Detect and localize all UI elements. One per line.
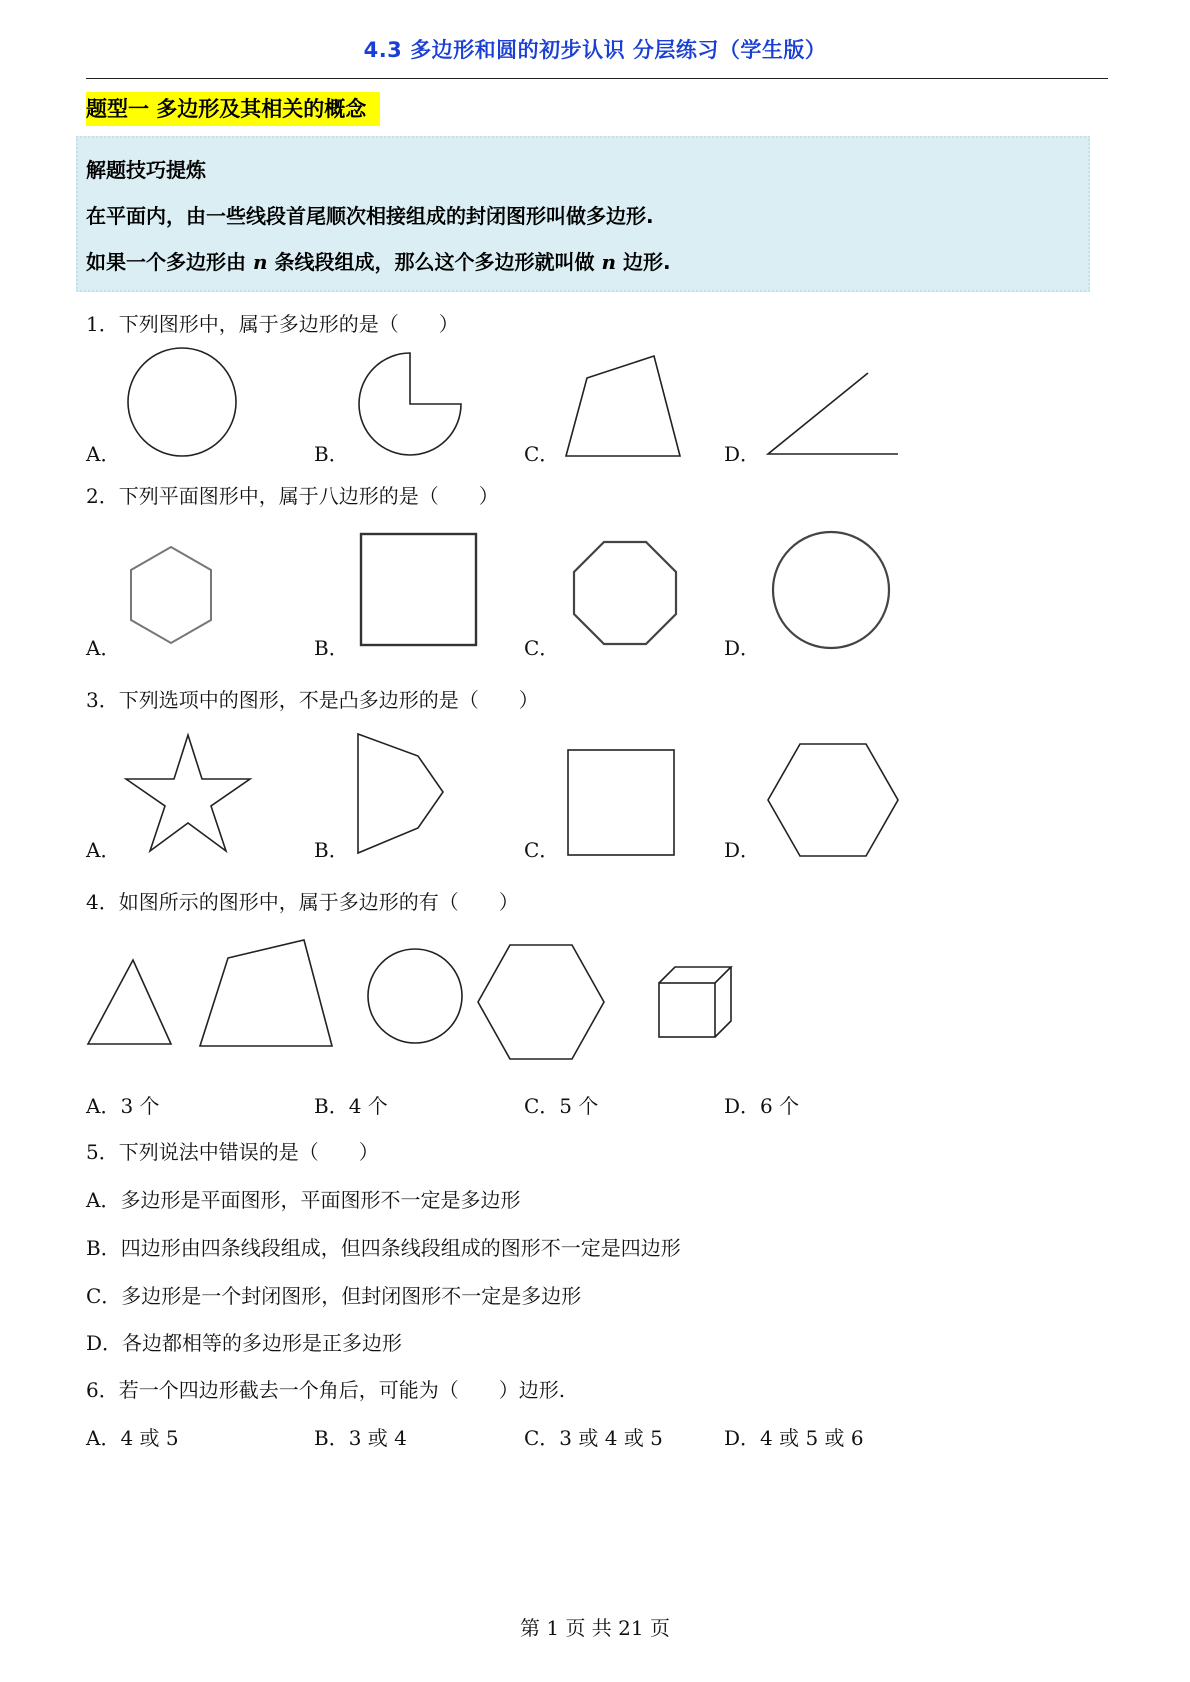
- question-4-option-b: B．4 个: [314, 1094, 388, 1118]
- question-2-option-b: B．: [314, 636, 349, 660]
- q1-circle-figure: [128, 348, 236, 456]
- question-4-stem: 4．如图所示的图形中，属于多边形的有（ ）: [86, 890, 519, 914]
- tips-n-variable-1: n: [252, 250, 268, 274]
- section-heading: 题型一 多边形及其相关的概念: [86, 92, 380, 126]
- question-2-option-c: C．: [524, 636, 560, 660]
- q4-circle-figure: [368, 949, 462, 1043]
- page-footer: 第 1 页 共 21 页: [520, 1616, 670, 1640]
- question-5-option-d: D．各边都相等的多边形是正多边形: [86, 1331, 403, 1355]
- question-2-option-d: D．: [724, 636, 761, 660]
- tips-line-2-a: 如果一个多边形由: [86, 250, 253, 274]
- question-6-stem: 6．若一个四边形截去一个角后，可能为（ ）边形.: [86, 1378, 566, 1402]
- q2-hexagon-figure: [131, 547, 211, 643]
- q3-star-figure: [126, 735, 250, 851]
- question-1-option-d: D．: [724, 442, 761, 466]
- question-6-option-a: A．4 或 5: [86, 1426, 179, 1450]
- question-5-stem: 5．下列说法中错误的是（ ）: [86, 1140, 379, 1164]
- q3-square-figure: [568, 750, 674, 855]
- q4-cube-figure: [659, 967, 731, 1037]
- q1-quadrilateral-figure: [566, 356, 680, 456]
- q2-square-figure: [361, 534, 476, 645]
- tips-n-variable-2: n: [601, 250, 616, 274]
- question-3-option-c: C．: [524, 838, 560, 862]
- q3-hexagon-figure: [768, 744, 898, 856]
- question-4-option-c: C．5 个: [524, 1094, 599, 1118]
- document-title: 4.3 多边形和圆的初步认识 分层练习（学生版）: [363, 38, 827, 62]
- question-1-stem: 1．下列图形中，属于多边形的是（ ）: [86, 312, 459, 336]
- tips-line-2-b: 条线段组成，那么这个多边形就叫做: [267, 250, 602, 274]
- question-6-option-d: D．4 或 5 或 6: [724, 1426, 864, 1450]
- tips-line-2-c: 边形.: [616, 250, 671, 274]
- q2-circle-figure: [773, 532, 889, 648]
- question-3-option-b: B．: [314, 838, 349, 862]
- question-1-option-a: A．: [86, 442, 121, 466]
- q4-hexagon-figure: [478, 945, 604, 1059]
- question-6-option-c: C．3 或 4 或 5: [524, 1426, 663, 1450]
- question-3-stem: 3．下列选项中的图形，不是凸多边形的是（ ）: [86, 688, 539, 712]
- question-3-option-d: D．: [724, 838, 761, 862]
- question-4-option-d: D．6 个: [724, 1094, 800, 1118]
- tips-heading: 解题技巧提炼: [86, 158, 206, 182]
- question-2-option-a: A．: [86, 636, 121, 660]
- question-1-option-c: C．: [524, 442, 560, 466]
- question-4-option-a: A．3 个: [86, 1094, 160, 1118]
- q1-sector-figure: [359, 353, 461, 455]
- question-5-option-b: B．四边形由四条线段组成，但四条线段组成的图形不一定是四边形: [86, 1236, 681, 1260]
- q4-quadrilateral-figure: [200, 940, 332, 1046]
- question-3-option-a: A．: [86, 838, 121, 862]
- tips-line-1: 在平面内，由一些线段首尾顺次相接组成的封闭图形叫做多边形.: [86, 204, 654, 228]
- q1-angle-figure: [768, 373, 898, 454]
- question-1-option-b: B．: [314, 442, 349, 466]
- q3-pentagon-figure: [358, 734, 443, 853]
- question-2-stem: 2．下列平面图形中，属于八边形的是（ ）: [86, 484, 499, 508]
- question-6-option-b: B．3 或 4: [314, 1426, 407, 1450]
- q4-triangle-figure: [88, 960, 171, 1044]
- question-5-option-a: A．多边形是平面图形，平面图形不一定是多边形: [86, 1188, 521, 1212]
- question-5-option-c: C．多边形是一个封闭图形，但封闭图形不一定是多边形: [86, 1284, 582, 1308]
- q2-octagon-figure: [574, 542, 676, 644]
